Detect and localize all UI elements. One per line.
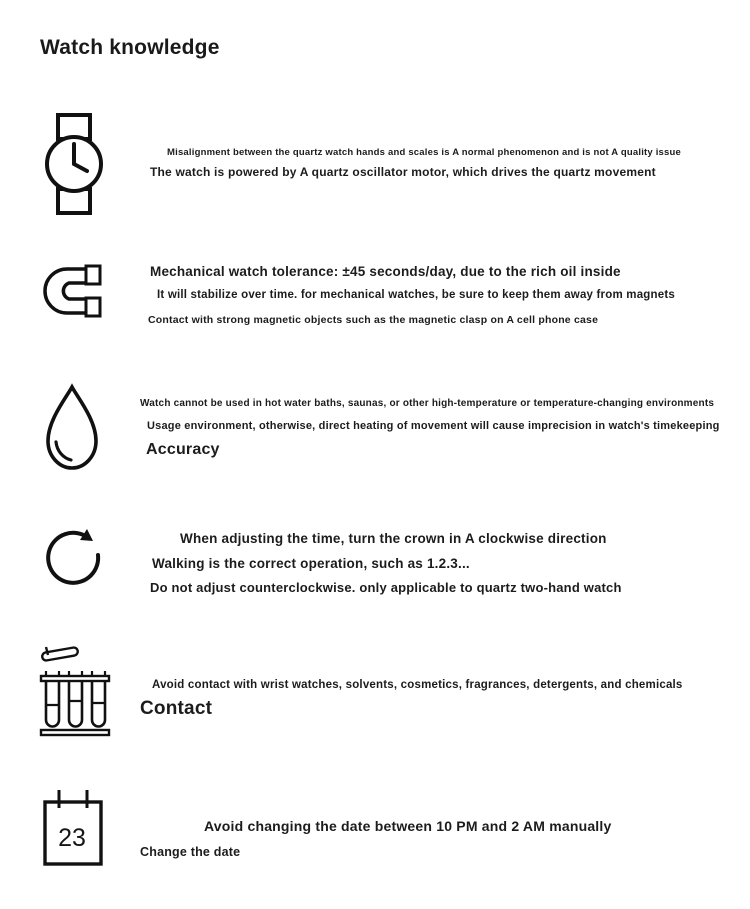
magnet-note-line-1: It will stabilize over time. for mechanical watches, be sure to keep them away from magnets [157,289,675,301]
quartz-note-line: Misalignment between the quartz watch hands and scales is A normal phenomenon and is not A quality issue [167,147,682,158]
test-tubes-icon [38,643,112,741]
magnet-main-line: Mechanical watch tolerance: ±45 seconds/day, due to the rich oil inside [150,264,621,279]
date-main-line: Avoid changing the date between 10 PM and 2 AM manually [204,818,612,834]
crown-line-1: When adjusting the time, turn the crown in A clockwise direction [180,531,607,546]
temperature-note-line-1: Watch cannot be used in hot water baths, saunas, or other high-temperature or temperature-changing environments [140,398,715,409]
page-title: Watch knowledge [40,36,220,59]
wristwatch-icon [44,112,104,216]
calendar-day-number: 23 [58,824,86,852]
quartz-main-line: The watch is powered by A quartz oscillator motor, which drives the quartz movement [150,165,656,179]
calendar-icon [42,788,104,868]
temperature-heading: Accuracy [146,441,220,458]
water-drop-icon [44,383,100,473]
magnet-note-line-2: Contact with strong magnetic objects such as the magnetic clasp on A cell phone case [148,314,599,326]
crown-line-2: Walking is the correct operation, such as 1.2.3... [152,556,470,571]
magnet-icon [42,262,104,320]
date-heading: Change the date [140,845,241,859]
temperature-note-line-2: Usage environment, otherwise, direct heating of movement will cause imprecision in watch's timekeeping [147,420,720,432]
clockwise-arrow-icon [44,523,108,591]
chemicals-note-line: Avoid contact with wrist watches, solvents, cosmetics, fragrances, detergents, and chemicals [152,679,683,691]
crown-line-3: Do not adjust counterclockwise. only applicable to quartz two-hand watch [150,580,622,595]
chemicals-heading: Contact [140,698,213,719]
